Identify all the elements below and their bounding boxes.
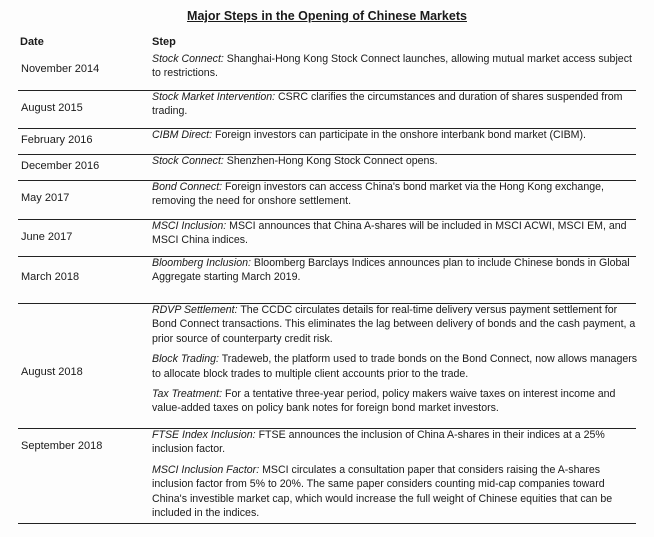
step-entry: [152, 180, 638, 209]
step-text: Shanghai-Hong Kong Stock Connect launches, allowing mutual market access subject to restrictions.: [152, 53, 632, 80]
step-label: Stock Connect:: [152, 155, 224, 167]
step-label: Stock Connect:: [152, 53, 224, 65]
step-text: Foreign investors can access China's bond market via the Hong Kong exchange, removing the need for onshore settlement.: [152, 181, 604, 208]
row-steps: [152, 256, 638, 285]
step-entry: [152, 303, 638, 346]
row-date: September 2018: [21, 440, 103, 452]
table-row: [18, 256, 636, 304]
step-entry: [152, 128, 638, 142]
row-date: August 2015: [21, 102, 83, 114]
step-text: Bloomberg Barclays Indices announces plan to include Chinese bonds in Global Aggregate starting March 2019.: [152, 257, 630, 284]
step-label: Bond Connect:: [152, 181, 223, 193]
step-column-header: Step: [152, 36, 176, 48]
step-label: Tax Treatment:: [152, 388, 223, 401]
step-text: Shenzhen-Hong Kong Stock Connect opens.: [223, 155, 438, 167]
step-entry: [152, 463, 638, 521]
row-steps: [152, 180, 638, 209]
step-text: The CCDC circulates details for real-time delivery versus payment settlement for Bond Connect transactions. This eliminates the lag between delivery of bonds and the cash payment, a prior source of counterparty credit risk.: [152, 304, 636, 345]
step-text: FTSE announces the inclusion of China A-shares in their indices at a 25% inclusion factor.: [152, 429, 605, 456]
row-date: May 2017: [21, 192, 70, 204]
step-label: MSCI Inclusion Factor:: [152, 463, 260, 476]
step-text: For a tentative three-year period, policy makers waive taxes on interest income and value-added taxes on policy bank notes for foreign bond market investors.: [152, 388, 616, 415]
row-steps: [152, 154, 638, 168]
row-date: December 2016: [21, 160, 100, 172]
step-text: Foreign investors can participate in the onshore interbank bond market (CIBM).: [212, 129, 586, 141]
step-label: Stock Market Intervention:: [152, 91, 276, 103]
table-row: [18, 428, 636, 524]
step-entry: [152, 154, 638, 168]
page-title: Major Steps in the Opening of Chinese Markets: [187, 9, 467, 23]
step-label: FTSE Index Inclusion:: [152, 429, 256, 441]
step-entry: [152, 387, 638, 416]
table-row: [18, 90, 636, 129]
step-entry: [152, 428, 638, 457]
step-entry: [152, 219, 638, 248]
table-row: [18, 219, 636, 257]
row-date: June 2017: [21, 231, 73, 243]
table-row: [18, 154, 636, 181]
step-text: Tradeweb, the platform used to trade bonds on the Bond Connect, now allows managers to allocate block trades to multiple client accounts prior to the trade.: [152, 353, 638, 380]
row-date: August 2018: [21, 366, 83, 378]
step-entry: [152, 52, 638, 81]
step-text: MSCI announces that China A-shares will be included in MSCI ACWI, MSCI EM, and MSCI China indices.: [152, 220, 627, 247]
row-steps: [152, 128, 638, 142]
row-steps: [152, 428, 638, 520]
row-date: March 2018: [21, 271, 80, 283]
step-text: CSRC clarifies the circumstances and duration of shares suspended from trading.: [152, 91, 623, 118]
row-date: November 2014: [21, 63, 100, 75]
table-row: [18, 128, 636, 155]
table-row: [18, 52, 636, 91]
step-entry: [152, 256, 638, 285]
row-date: February 2016: [21, 134, 93, 146]
step-label: RDVP Settlement:: [152, 304, 238, 316]
row-steps: [152, 52, 638, 81]
step-label: Block Trading:: [152, 353, 219, 366]
date-column-header: Date: [20, 36, 44, 48]
step-label: CIBM Direct:: [152, 129, 213, 141]
table-row: [18, 303, 636, 429]
step-entry: [152, 352, 638, 381]
row-steps: [152, 219, 638, 248]
row-steps: [152, 90, 638, 119]
row-steps: [152, 303, 638, 416]
step-label: Bloomberg Inclusion:: [152, 257, 251, 269]
step-label: MSCI Inclusion:: [152, 220, 227, 232]
table-row: [18, 180, 636, 220]
step-text: MSCI circulates a consultation paper that considers raising the A-shares inclusion factor from 5% to 20%. The same paper considers counting mid-cap companies toward China's investible market cap, which would increase the full weight of Chinese equities that can be included in the indices.: [152, 463, 613, 520]
step-entry: [152, 90, 638, 119]
